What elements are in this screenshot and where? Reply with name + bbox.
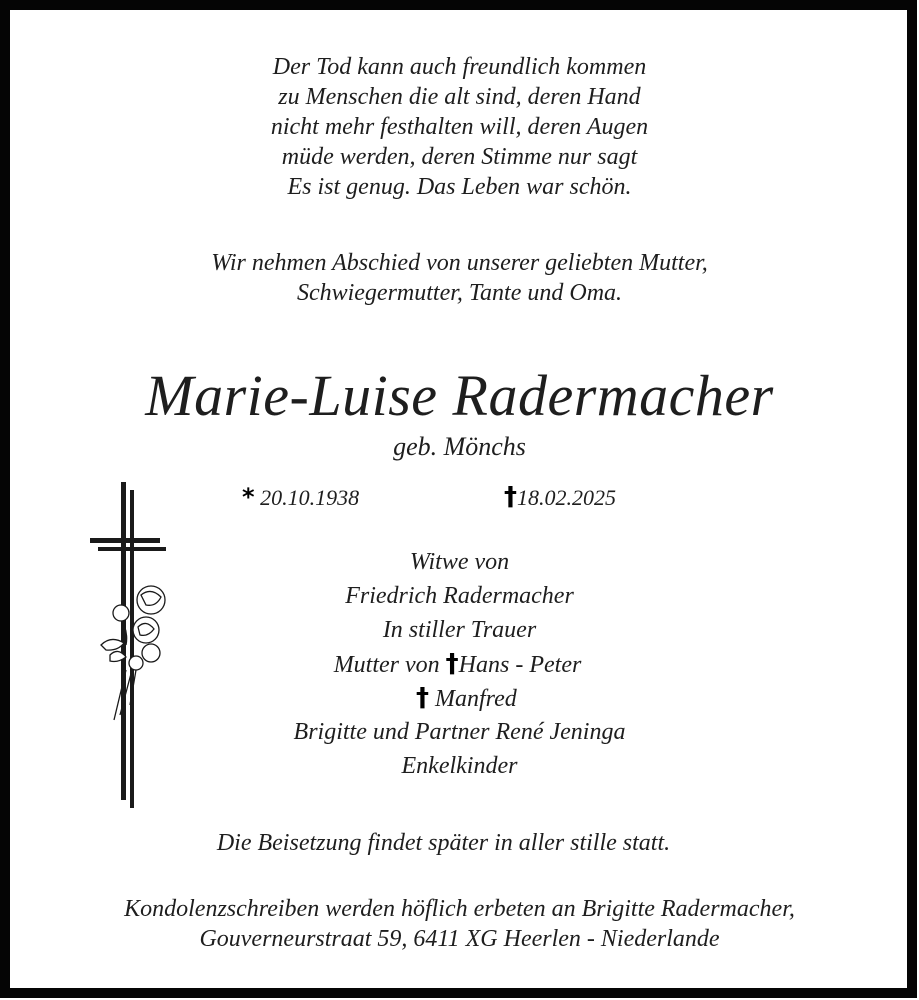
intro-line: Schwiegermutter, Tante und Oma. <box>296 280 623 306</box>
poem-line: Der Tod kann auch freundlich kommen <box>272 54 647 80</box>
death-cross-icon: † <box>504 482 517 512</box>
deceased-cross-icon: † <box>416 683 429 713</box>
death-date-value: 18.02.2025 <box>517 485 616 510</box>
birth-date <box>242 484 359 511</box>
poem-line: müde werden, deren Stimme nur sagt <box>281 144 638 170</box>
poem-line: zu Menschen die alt sind, deren Hand <box>278 84 641 110</box>
condolence-address: Gouverneurstraat 59, 6411 XG Heerlen - Niederlande <box>199 926 720 952</box>
maiden-name: geb. Mönchs <box>393 432 526 461</box>
intro-line: Wir nehmen Abschied von unserer geliebten Mutter, <box>211 250 708 276</box>
deceased-cross-icon: † <box>445 649 459 679</box>
family-line: Friedrich Radermacher <box>345 583 574 609</box>
death-date <box>504 484 616 511</box>
mother-of-label: Mutter von <box>333 652 440 678</box>
family-line: Witwe von <box>409 549 510 575</box>
burial-notice: Die Beisetzung findet später in aller stille statt. <box>216 830 671 856</box>
poem-line: Es ist genug. Das Leben war schön. <box>287 174 632 200</box>
child-name: Hans - Peter <box>458 652 582 678</box>
mother-of-line <box>0 647 917 682</box>
child-line <box>416 681 517 716</box>
child-name: Manfred <box>435 686 517 712</box>
family-line: Brigitte und Partner René Jeninga <box>293 719 626 745</box>
deceased-name: Marie-Luise Radermacher <box>145 363 774 428</box>
birth-date-value: 20.10.1938 <box>260 485 360 510</box>
family-line: In stiller Trauer <box>382 617 537 643</box>
family-line: Enkelkinder <box>401 753 518 779</box>
condolence-line: Kondolenzschreiben werden höflich erbeten an Brigitte Radermacher, <box>124 896 795 922</box>
birth-star-icon: * <box>242 483 255 511</box>
poem-line: nicht mehr festhalten will, deren Augen <box>270 114 649 140</box>
